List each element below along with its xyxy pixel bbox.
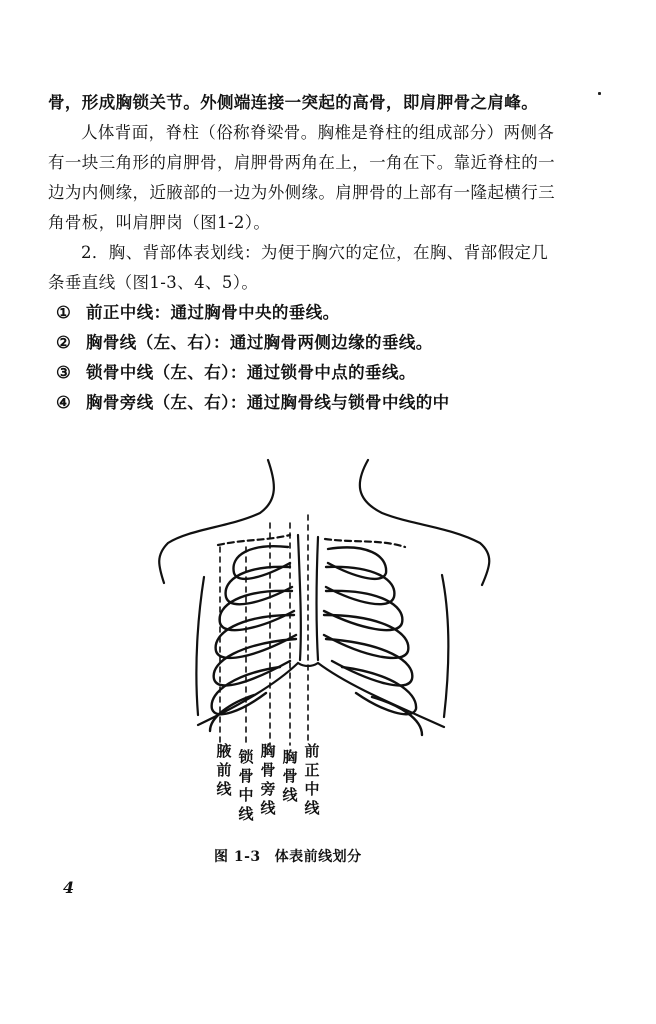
right-rib-cage xyxy=(324,547,422,735)
list-item xyxy=(48,358,564,388)
line-label: 锁骨中线 xyxy=(238,748,254,823)
list-number: ④ xyxy=(56,393,72,412)
right-clavicle xyxy=(325,539,405,547)
figure-line-labels xyxy=(214,742,322,824)
figure-title: 体表前线划分 xyxy=(274,849,362,865)
line-label: 胸骨线 xyxy=(282,748,298,804)
list-item xyxy=(48,298,564,328)
thorax-illustration xyxy=(150,455,520,835)
right-torso-outline xyxy=(442,575,448,717)
body-text xyxy=(48,88,564,418)
line-label: 腋前线 xyxy=(216,742,232,798)
print-speck xyxy=(598,92,601,95)
list-text: 前正中线：通过胸骨中央的垂线。 xyxy=(86,303,340,322)
list-text: 胸骨线（左、右）：通过胸骨两侧边缘的垂线。 xyxy=(86,333,433,352)
list-item xyxy=(48,388,564,418)
page-number: 4 xyxy=(63,878,75,897)
paragraph-2: 人体背面，脊柱（俗称脊梁骨。胸椎是脊柱的组成部分）两侧各有一块三角形的肩胛骨，肩胛骨两角在上，一角在下。靠近脊柱的一边为内侧缘，近腋部的一边为外侧缘。肩胛骨的上部有一隆起横行三角骨板，叫肩胛岗（图1-2）。 xyxy=(48,123,555,232)
left-torso-outline xyxy=(196,577,204,715)
list-number: ③ xyxy=(56,363,72,382)
left-clavicle xyxy=(218,535,290,545)
paragraph-3: 2．胸、背部体表划线：为便于胸穴的定位，在胸、背部假定几条垂直线（图1-3、4、5）。 xyxy=(48,243,549,292)
costal-arch xyxy=(198,663,444,727)
right-neck-outline xyxy=(360,460,489,585)
sternum-right-edge xyxy=(317,537,319,660)
left-rib-cage xyxy=(210,546,296,731)
line-label: 前正中线 xyxy=(304,742,320,817)
left-neck-outline xyxy=(159,460,274,583)
list-number: ② xyxy=(56,333,72,352)
figure-number: 图 1-3 xyxy=(214,849,261,865)
figure-caption xyxy=(214,846,362,866)
list-item xyxy=(48,328,564,358)
paragraph-1: 骨，形成胸锁关节。外侧端连接一突起的高骨，即肩胛骨之肩峰。 xyxy=(48,93,539,112)
line-label: 胸骨旁线 xyxy=(260,742,276,817)
list-number: ① xyxy=(56,303,72,322)
sternum-left-edge xyxy=(298,535,301,660)
list-text: 胸骨旁线（左、右）：通过胸骨线与锁骨中线的中 xyxy=(86,393,450,412)
list-text: 锁骨中线（左、右）：通过锁骨中点的垂线。 xyxy=(86,363,416,382)
